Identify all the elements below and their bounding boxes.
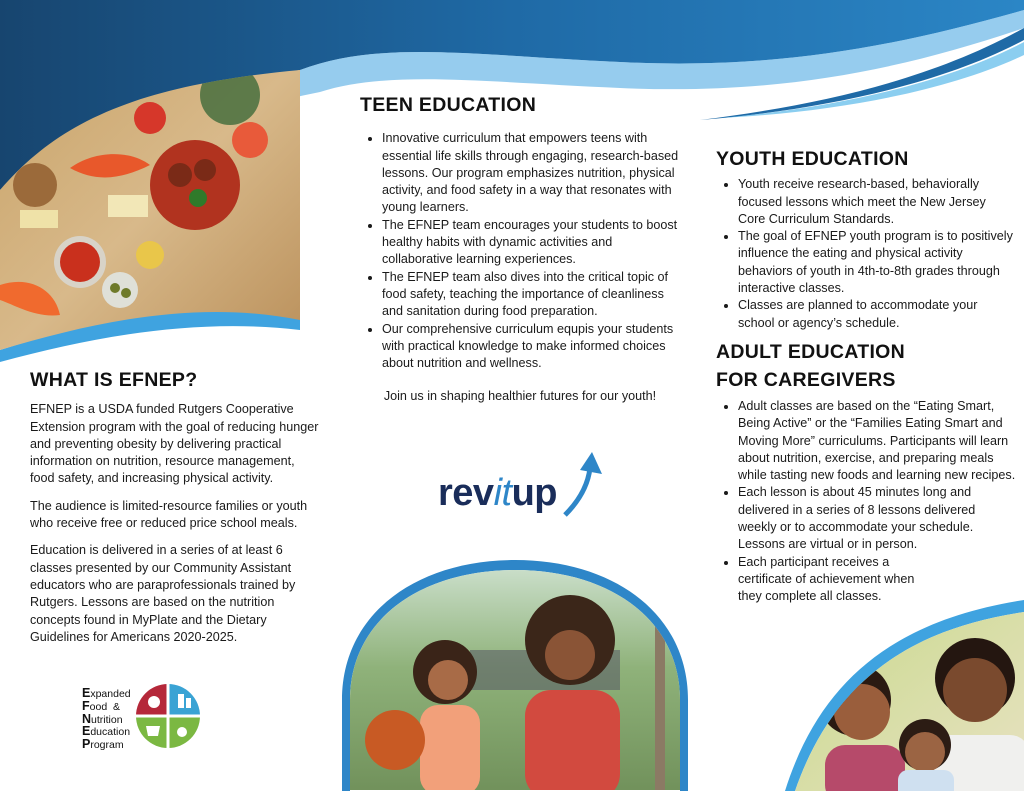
logo-up: up — [511, 472, 557, 514]
logo-word: ood & — [89, 700, 120, 713]
adult-heading-line2: FOR CAREGIVERS — [716, 368, 896, 391]
family-photo — [790, 600, 1024, 791]
teen-education-heading: TEEN EDUCATION — [360, 94, 537, 116]
education-description: Education is delivered in a series of at least 6 classes presented by our Community Assistant educators who are paraprofessionals trained by Rutgers. Lessons are based on the nutrition concepts found in MyPlate and the Dietary Guidelines for Americans 2020-2025. — [30, 543, 296, 644]
list-item: • Innovative curriculum that empowers teens with essential life skills through engaging, research-based lessons. Our program emphasizes nutrition, physical activity, and food safety in a way that resonates with young learners. — [382, 130, 680, 216]
left-panel — [30, 369, 322, 656]
right-panel — [716, 148, 1016, 606]
logo-initial: E — [82, 724, 91, 739]
list-item: • The EFNEP team encourages your students to boost healthy habits with dynamic activities and collaborative learning experiences. — [382, 217, 680, 269]
kids-basketball-photo — [340, 560, 690, 791]
adult-education-heading — [716, 338, 1016, 394]
list-item: • The goal of EFNEP youth program is to positively influence the eating and physical activity behaviors of youth in 4th-to-8th grades through interactive classes. — [738, 228, 1016, 297]
bullet-line: Each participant receives a — [738, 554, 890, 569]
logo-it: it — [493, 472, 512, 514]
youth-education-heading: YOUTH EDUCATION — [716, 148, 909, 170]
logo-initial: N — [82, 711, 92, 726]
list-item: • Classes are planned to accommodate your school or agency’s schedule. — [738, 297, 1016, 332]
audience-description: The audience is limited-resource families or youth who receive free or reduced price school meals. — [30, 498, 308, 531]
list-item: • Our comprehensive curriculum equpis your students with practical knowledge to make informed choices about nutrition and wellness. — [382, 321, 680, 373]
adult-bullet-list — [716, 398, 1016, 606]
logo-rev: rev — [438, 472, 494, 514]
list-item: • Youth receive research-based, behaviorally focused lessons which meet the New Jersey Core Curriculum Standards. — [738, 176, 1016, 228]
logo-initial: F — [82, 698, 90, 713]
closing-line: Join us in shaping healthier futures for our youth! — [383, 389, 657, 404]
bullet-line: they complete all classes. — [738, 589, 882, 604]
list-item — [738, 554, 1016, 606]
middle-panel — [360, 94, 680, 416]
bullet-line: certificate of achievement when — [738, 571, 915, 586]
efnep-logo-text — [82, 688, 131, 752]
list-item: • Each lesson is about 45 minutes long and delivered in a series of 8 lessons delivered weekly or to accommodate your schedule. Lessons are virtual or in person. — [738, 484, 1016, 553]
list-item: • Adult classes are based on the “Eating Smart, Being Active” or the “Families Eating Smart and Moving More” curriculums. Participants will learn about nutrition, exercise, and preparing meals while tasting new foods and learning new recipes. — [738, 398, 1016, 484]
adult-heading-line1: ADULT EDUCATION — [716, 340, 906, 363]
teen-bullet-list — [360, 130, 680, 372]
logo-word: xpanded — [90, 688, 131, 700]
logo-word: rogram — [90, 739, 124, 752]
what-is-efnep-heading: WHAT IS EFNEP? — [30, 369, 198, 391]
logo-initial: P — [82, 737, 91, 752]
revitup-logo — [438, 472, 557, 515]
logo-word: utrition — [91, 713, 123, 726]
efnep-description: EFNEP is a USDA funded Rutgers Cooperative Extension program with the goal of reducing hunger and preventing obesity by delivering practical information on nutrition, resource management, food safety, and increasing physical activity. — [30, 402, 319, 486]
list-item: • The EFNEP team also dives into the critical topic of food safety, teaching the importance of cleanliness and sanitation during food preparation. — [382, 269, 680, 321]
logo-initial: E — [82, 686, 91, 700]
youth-bullet-list — [716, 176, 1016, 332]
logo-word: ducation — [90, 726, 131, 739]
